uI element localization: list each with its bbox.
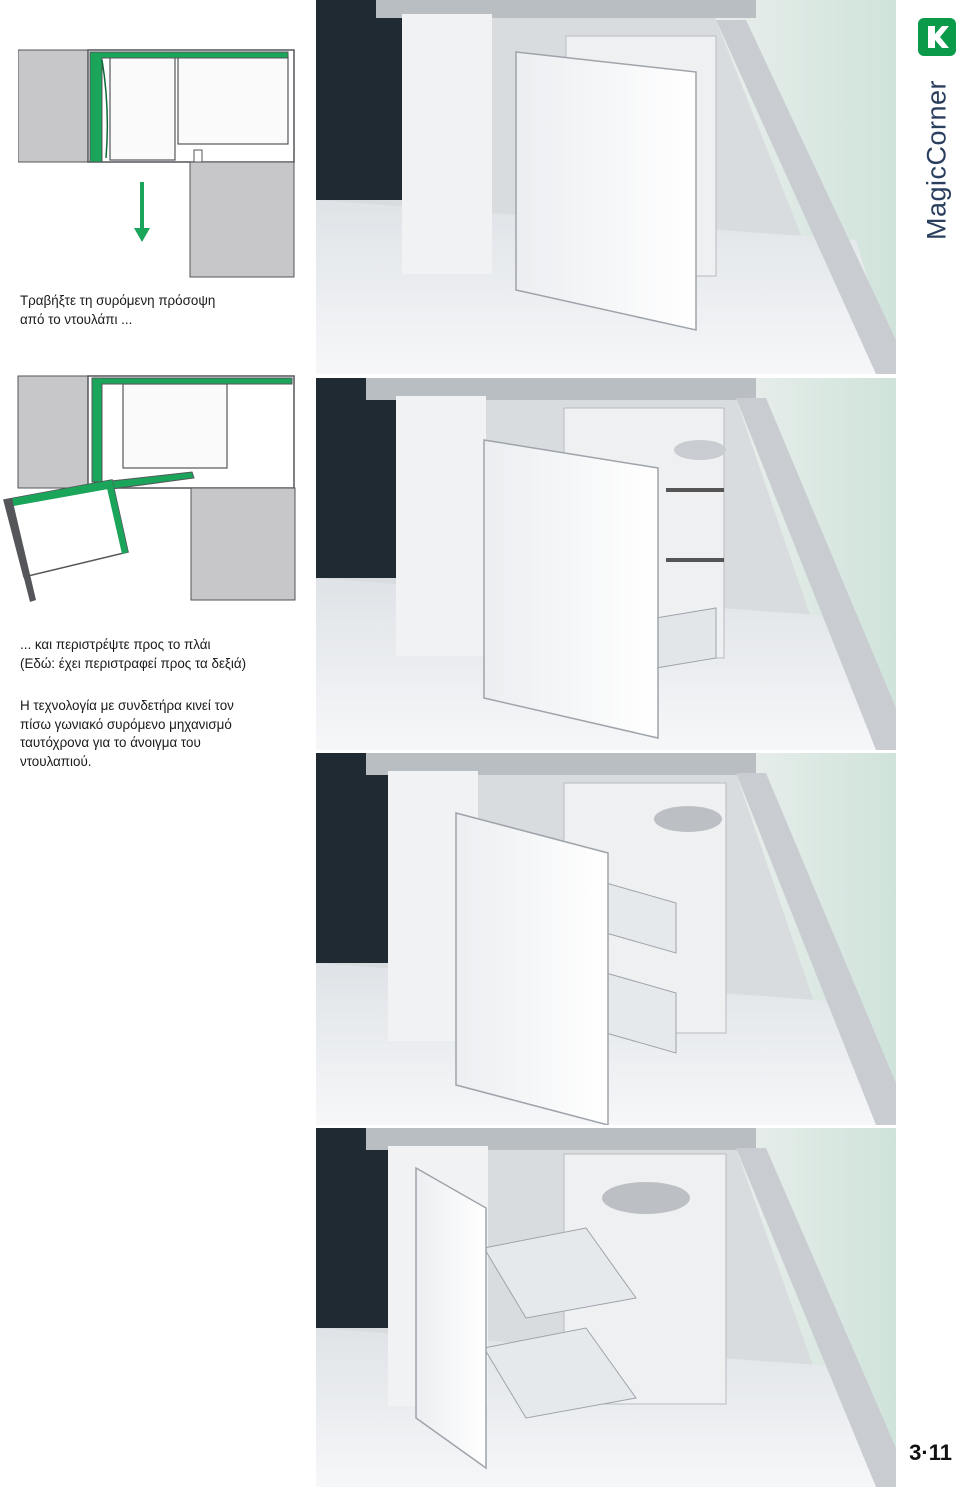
photo-cabinet-closed [316,0,896,374]
photo-cabinet-open [316,1128,896,1487]
photo-front-pulled [316,378,896,750]
page-number: 3·11 [909,1440,952,1465]
caption-step-1: Τραβήξτε τη συρόμενη πρόσοψη από το ντουλάπι ... [20,293,216,327]
brand-name: MagicCorner [921,79,952,241]
caption-step-2: ... και περιστρέψτε προς το πλάι (Εδώ: έχει περιστραφεί προς τα δεξιά) [20,637,247,671]
k-logo-icon [918,18,956,56]
caption-technology: Η τεχνολογία με συνδετήρα κινεί τον πίσω γωνιακό συρόμενο μηχανισμό ταυτόχρονα για το άνοιγμα του ντουλαπιού. [20,698,234,769]
diagram-pull-out [18,48,298,280]
diagram-rotate [2,372,300,604]
photo-front-rotating [316,753,896,1125]
